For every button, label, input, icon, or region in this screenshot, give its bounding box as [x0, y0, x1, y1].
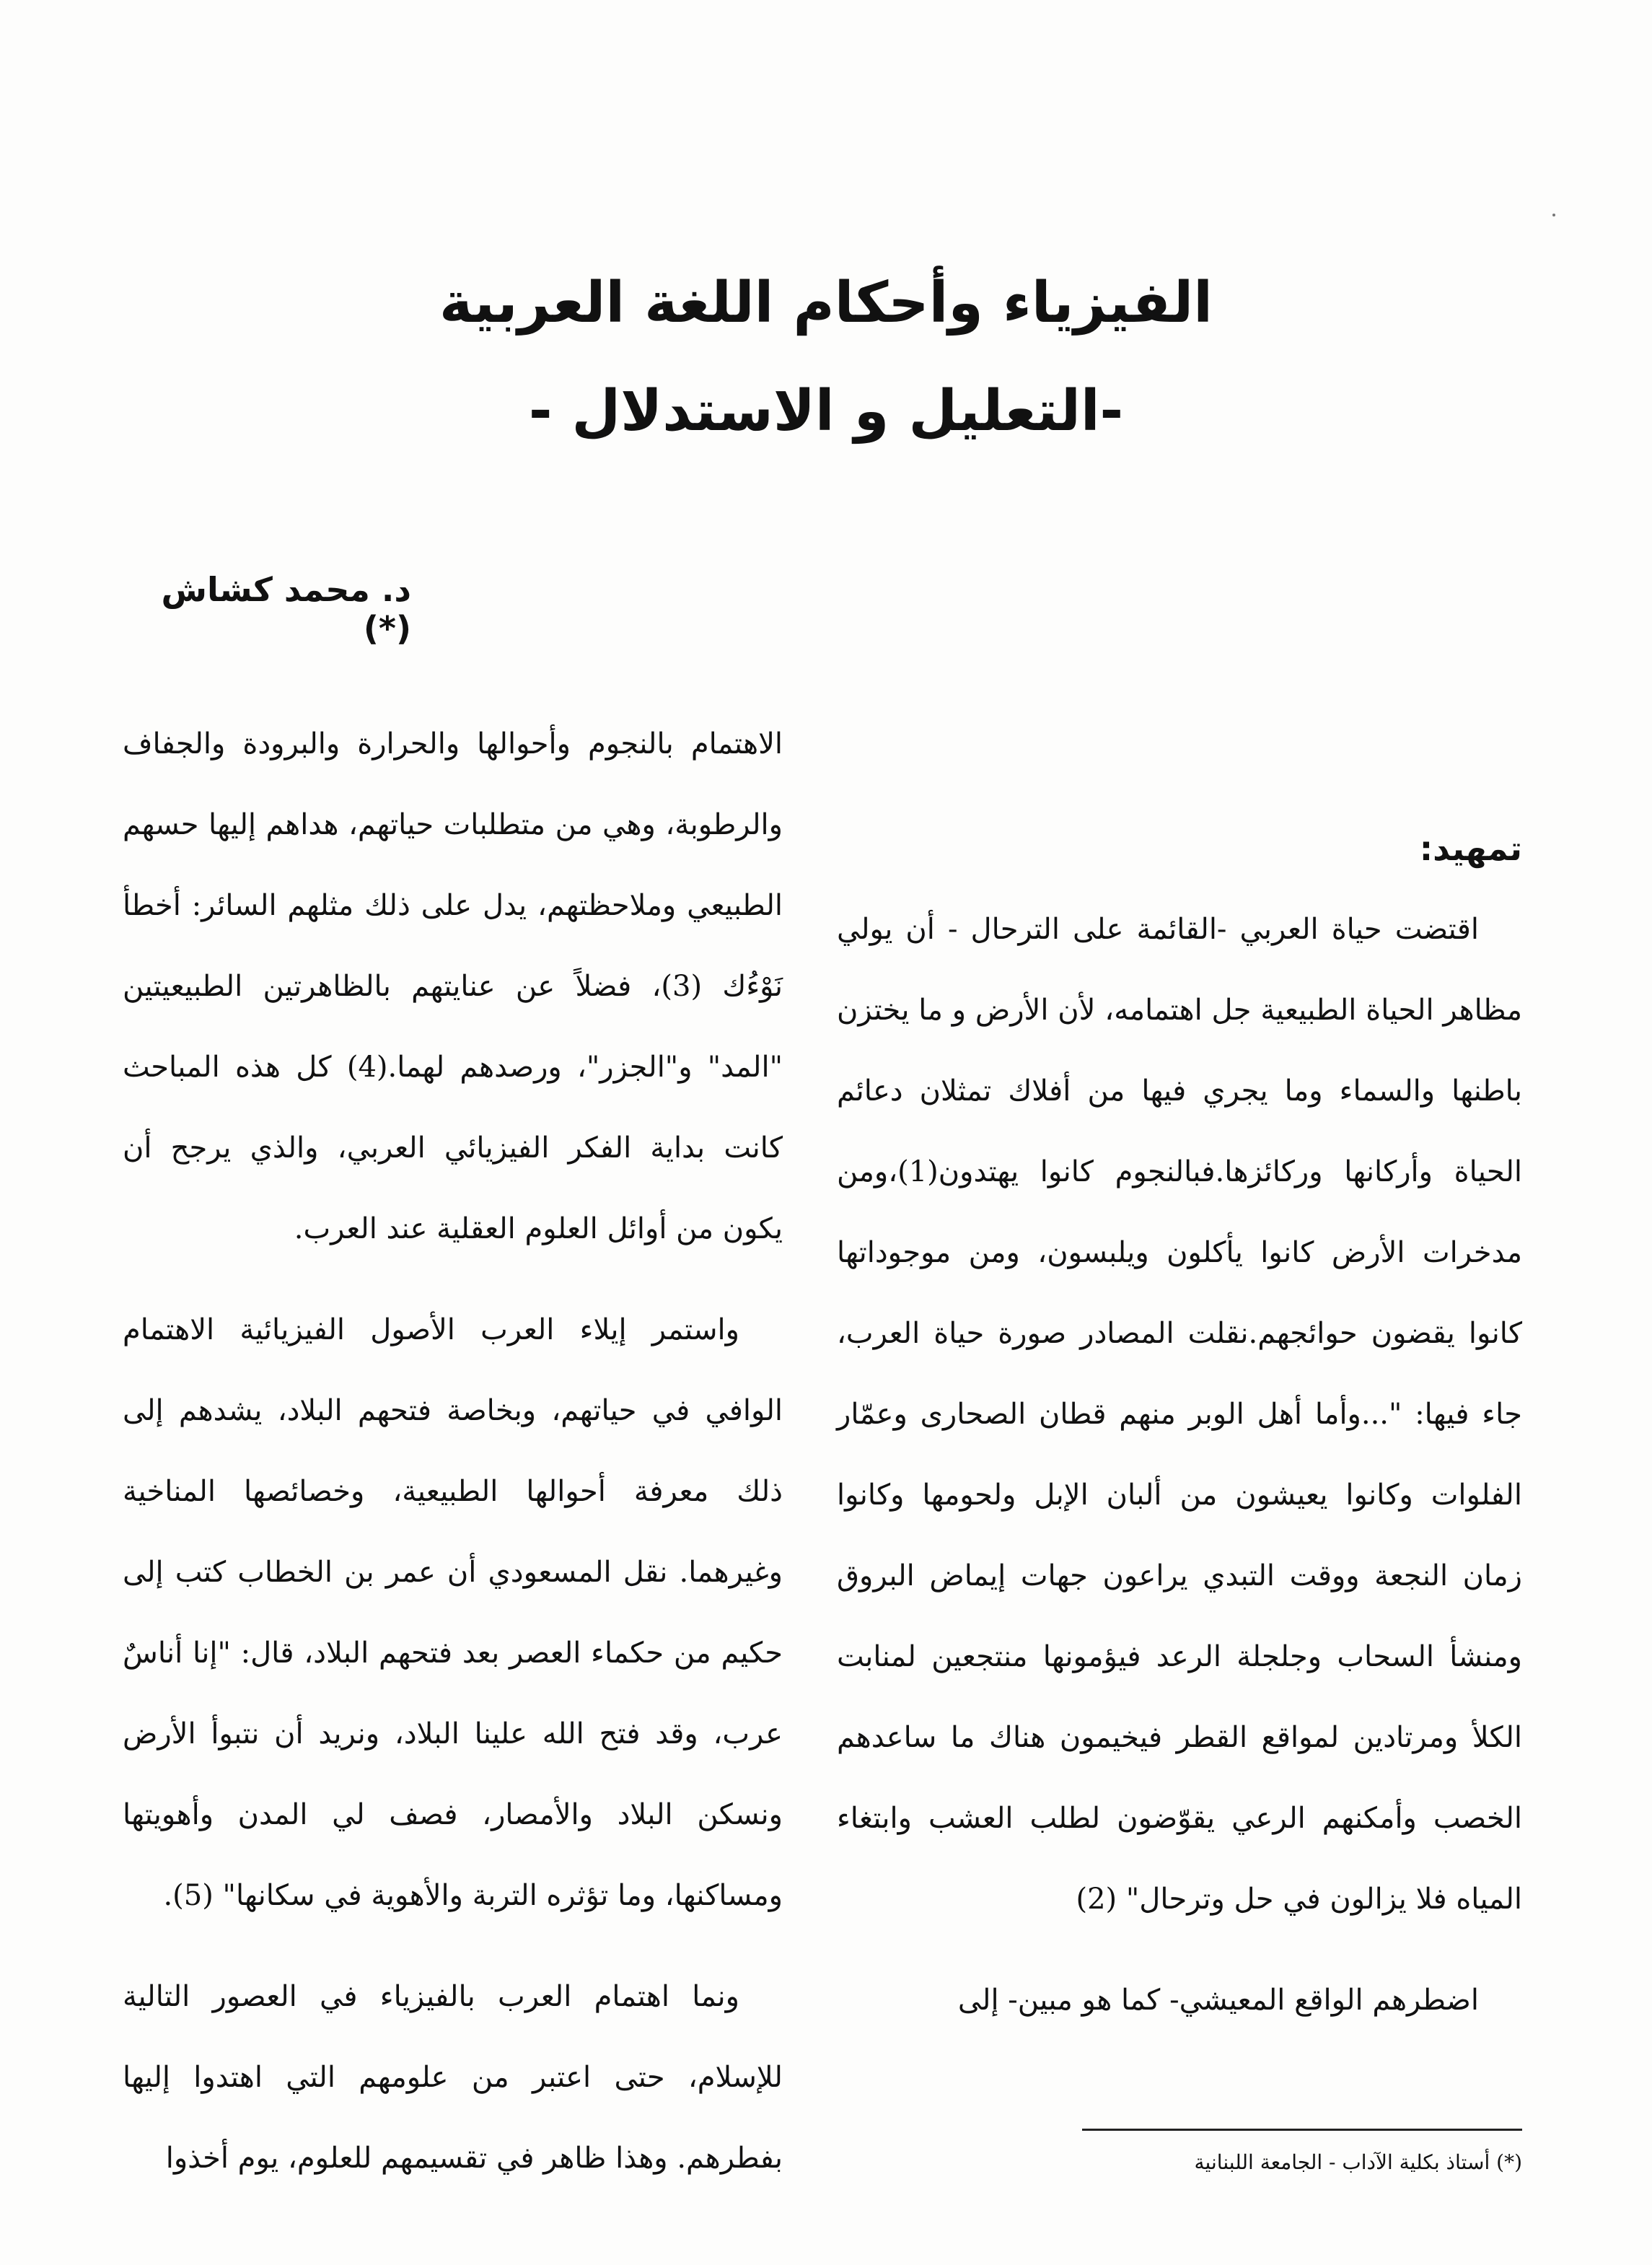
footnote-divider	[1082, 2129, 1522, 2131]
left-column	[123, 704, 783, 2199]
paragraph: اقتضت حياة العربي -القائمة على الترحال - أن يولي مظاهر الحياة الطبيعية جل اهتمامه، لأن الأرض و ما يختزن باطنها والسماء وما يجري فيها من أفلاك تمثلان دعائم الحياة وأركانها وركائزها.فبالنجوم كانوا يهتدون(1)،ومن مدخرات الأرض كانوا يأكلون ويلبسون، ومن موجوداتها كانوا يقضون حوائجهم.نقلت المصادر صورة حياة العرب، جاء فيها: "...وأما أهل الوبر منهم قطان الصحارى وعمّار الفلوات وكانوا يعيشون من ألبان الإبل ولحومها وكانوا زمان النجعة ووقت التبدي يراعون جهات إيماض البروق ومنشأ السحاب وجلجلة الرعد فيؤمونها منتجعين لمنابت الكلأ ومرتادين لمواقع القطر فيخيمون هناك ما ساعدهم الخصب وأمكنهم الرعي يقوّضون لطلب العشب وابتغاء المياه فلا يزالون في حل وترحال" (2)	[837, 913, 1522, 1916]
title-line-subtitle: -التعليل و الاستدلال -	[528, 379, 1124, 444]
paragraph: اضطرهم الواقع المعيشي- كما هو مبين- إلى	[957, 1984, 1479, 2017]
author-name: د. محمد كشاش (*)	[161, 570, 411, 648]
title-line-main: الفيزياء وأحكام اللغة العربية	[439, 271, 1213, 336]
paragraph: ونما اهتمام العرب بالفيزياء في العصور التالية للإسلام، حتى اعتبر من علومهم التي اهتدوا إليها بفطرهم. وهذا ظاهر في تقسيمهم للعلوم، يوم أخذوا	[123, 1980, 783, 2175]
scan-speck	[1552, 214, 1555, 216]
paragraph: الاهتمام بالنجوم وأحوالها والحرارة والبرودة والجفاف والرطوبة، وهي من متطلبات حياتهم، هداهم إليها حسهم الطبيعي وملاحظتهم، يدل على ذلك مثلهم السائر: أخطأ نَوْءُك (3)، فضلاً عن عنايتهم بالظاهرتين الطبيعيتين "المد" و"الجزر"، ورصدهم لهما.(4) كل هذه المباحث كانت بداية الفكر الفيزيائي العربي، والذي يرجح أن يكون من أوائل العلوم العقلية عند العرب.	[123, 727, 783, 1245]
section-heading: تمهيد:	[1419, 829, 1522, 868]
right-column	[837, 808, 1522, 2041]
article-title	[0, 249, 1652, 465]
paragraph: واستمر إيلاء العرب الأصول الفيزيائية الاهتمام الوافي في حياتهم، وبخاصة فتحهم البلاد، يشدهم إلى ذلك معرفة أحوالها الطبيعية، وخصائصها المناخية وغيرهما. نقل المسعودي أن عمر بن الخطاب كتب إلى حكيم من حكماء العصر بعد فتحهم البلاد، قال: "إنا أناسٌ عرب، وقد فتح الله علينا البلاد، ونريد أن نتبوأ الأرض ونسكن البلاد والأمصار، فصف لي المدن وأهويتها ومساكنها، وما تؤثره التربة والأهوية في سكانها" (5).	[123, 1313, 783, 1912]
footnote: (*) أستاذ بكلية الآداب - الجامعة اللبنانية	[1194, 2150, 1522, 2174]
